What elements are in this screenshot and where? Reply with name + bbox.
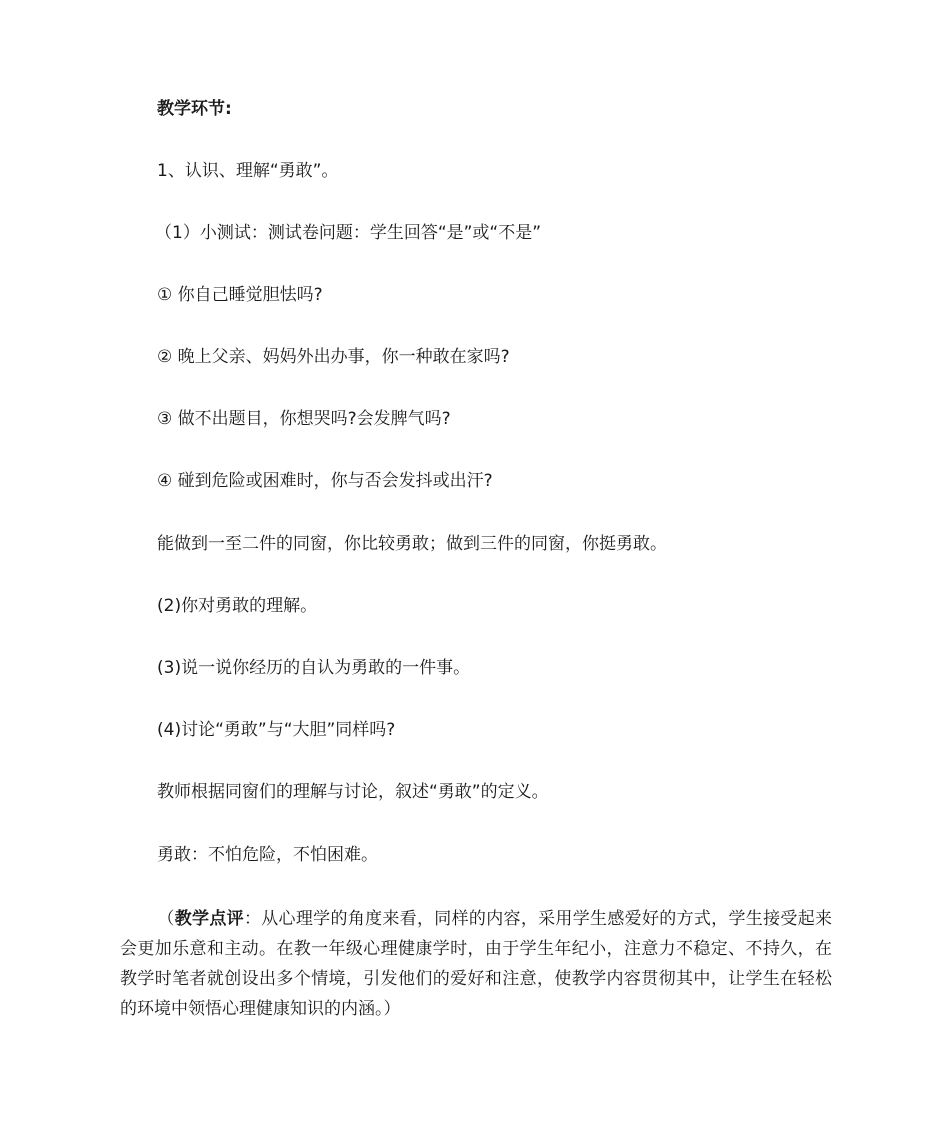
paragraph-item-4: (4)讨论“勇敢”与“大胆”同样吗?	[157, 720, 396, 740]
comment-open-paren: （	[157, 909, 175, 929]
teaching-comment	[120, 904, 832, 1024]
section-heading: 教学环节:	[157, 99, 232, 119]
paragraph-item-2: (2)你对勇敢的理解。	[157, 596, 318, 616]
paragraph-item-3: (3)说一说你经历的自认为勇敢的一件事。	[157, 658, 471, 678]
quiz-question-1: ① 你自己睡觉胆怯吗?	[157, 285, 323, 305]
comment-body: ：从心理学的角度来看，同样的内容，采用学生感爱好的方式，学生接受起来会更加乐意和主动。在教一年级心理健康学时，由于学生年纪小，注意力不稳定、不持久，在教学时笔者就创设出多个情境，引发他们的爱好和注意，使教学内容贯彻其中，让学生在轻松的环境中领悟心理健康知识的内涵。）	[120, 909, 833, 1019]
quiz-question-2: ② 晚上父亲、妈妈外出办事，你一种敢在家吗?	[157, 347, 510, 367]
quiz-result: 能做到一至二件的同窗，你比较勇敢；做到三件的同窗，你挺勇敢。	[157, 534, 667, 554]
quiz-question-3: ③ 做不出题目，你想哭吗?会发脾气吗?	[157, 409, 451, 429]
paragraph-quiz-intro: （1）小测试：测试卷问题：学生回答“是”或“不是”	[155, 223, 542, 243]
paragraph-definition: 勇敢：不怕危险，不怕困难。	[157, 845, 378, 865]
paragraph-understand-bravery: 1、认识、理解“勇敢”。	[157, 161, 339, 181]
quiz-question-4: ④ 碰到危险或困难时，你与否会发抖或出汗?	[157, 471, 493, 491]
comment-label: 教学点评	[174, 909, 244, 929]
paragraph-teacher-summary: 教师根据同窗们的理解与讨论，叙述“勇敢”的定义。	[157, 782, 549, 802]
